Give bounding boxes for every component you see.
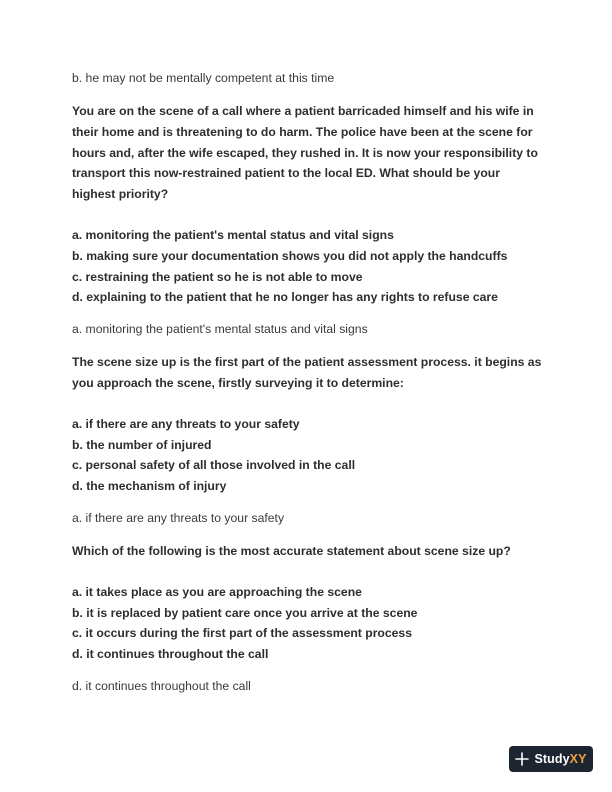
question-text: The scene size up is the first part of the patient assessment process. it begins as you approach the scene, firstly surveying it to determine: — [72, 355, 542, 390]
question-block — [72, 352, 542, 528]
answer-text: a. if there are any threats to your safety — [72, 510, 285, 525]
studyxy-logo[interactable] — [509, 746, 593, 772]
answer-text: a. monitoring the patient's mental status and vital signs — [72, 322, 368, 337]
question-text: You are on the scene of a call where a patient barricaded himself and his wife in their home and is threatening to do harm. The police have been at the scene for hours and, after the wife escaped, they rushed in. It is now your responsibility to transport this now-restrained patient to the local ED. What should be your highest priority? — [72, 104, 538, 202]
option-item: d. the mechanism of injury — [72, 479, 227, 494]
logo-brand-main: Study — [534, 752, 570, 766]
plus-icon — [515, 752, 529, 766]
question-block — [72, 541, 542, 696]
option-item: a. monitoring the patient's mental status and vital signs — [72, 227, 394, 242]
option-item: b. the number of injured — [72, 437, 212, 452]
answer-text: d. it continues throughout the call — [72, 678, 251, 693]
document-body — [72, 68, 542, 696]
option-item: c. personal safety of all those involved in the call — [72, 458, 356, 473]
option-list — [72, 225, 542, 308]
option-item: c. restraining the patient so he is not able to move — [72, 269, 363, 284]
question-block — [72, 101, 542, 339]
logo-brand-accent: XY — [569, 752, 587, 766]
option-item: d. explaining to the patient that he no longer has any rights to refuse care — [72, 290, 498, 305]
option-item: b. it is replaced by patient care once you arrive at the scene — [72, 605, 418, 620]
option-list — [72, 582, 542, 665]
option-item: d. it continues throughout the call — [72, 647, 269, 662]
logo-wordmark — [534, 752, 586, 766]
option-item: a. it takes place as you are approaching the scene — [72, 584, 362, 599]
option-list — [72, 414, 542, 497]
question-text: Which of the following is the most accurate statement about scene size up? — [72, 543, 511, 558]
option-item: b. making sure your documentation shows you did not apply the handcuffs — [72, 248, 508, 263]
option-item: a. if there are any threats to your safety — [72, 416, 300, 431]
answer-text: b. he may not be mentally competent at this time — [72, 71, 335, 85]
option-item: c. it occurs during the first part of the assessment process — [72, 626, 412, 641]
